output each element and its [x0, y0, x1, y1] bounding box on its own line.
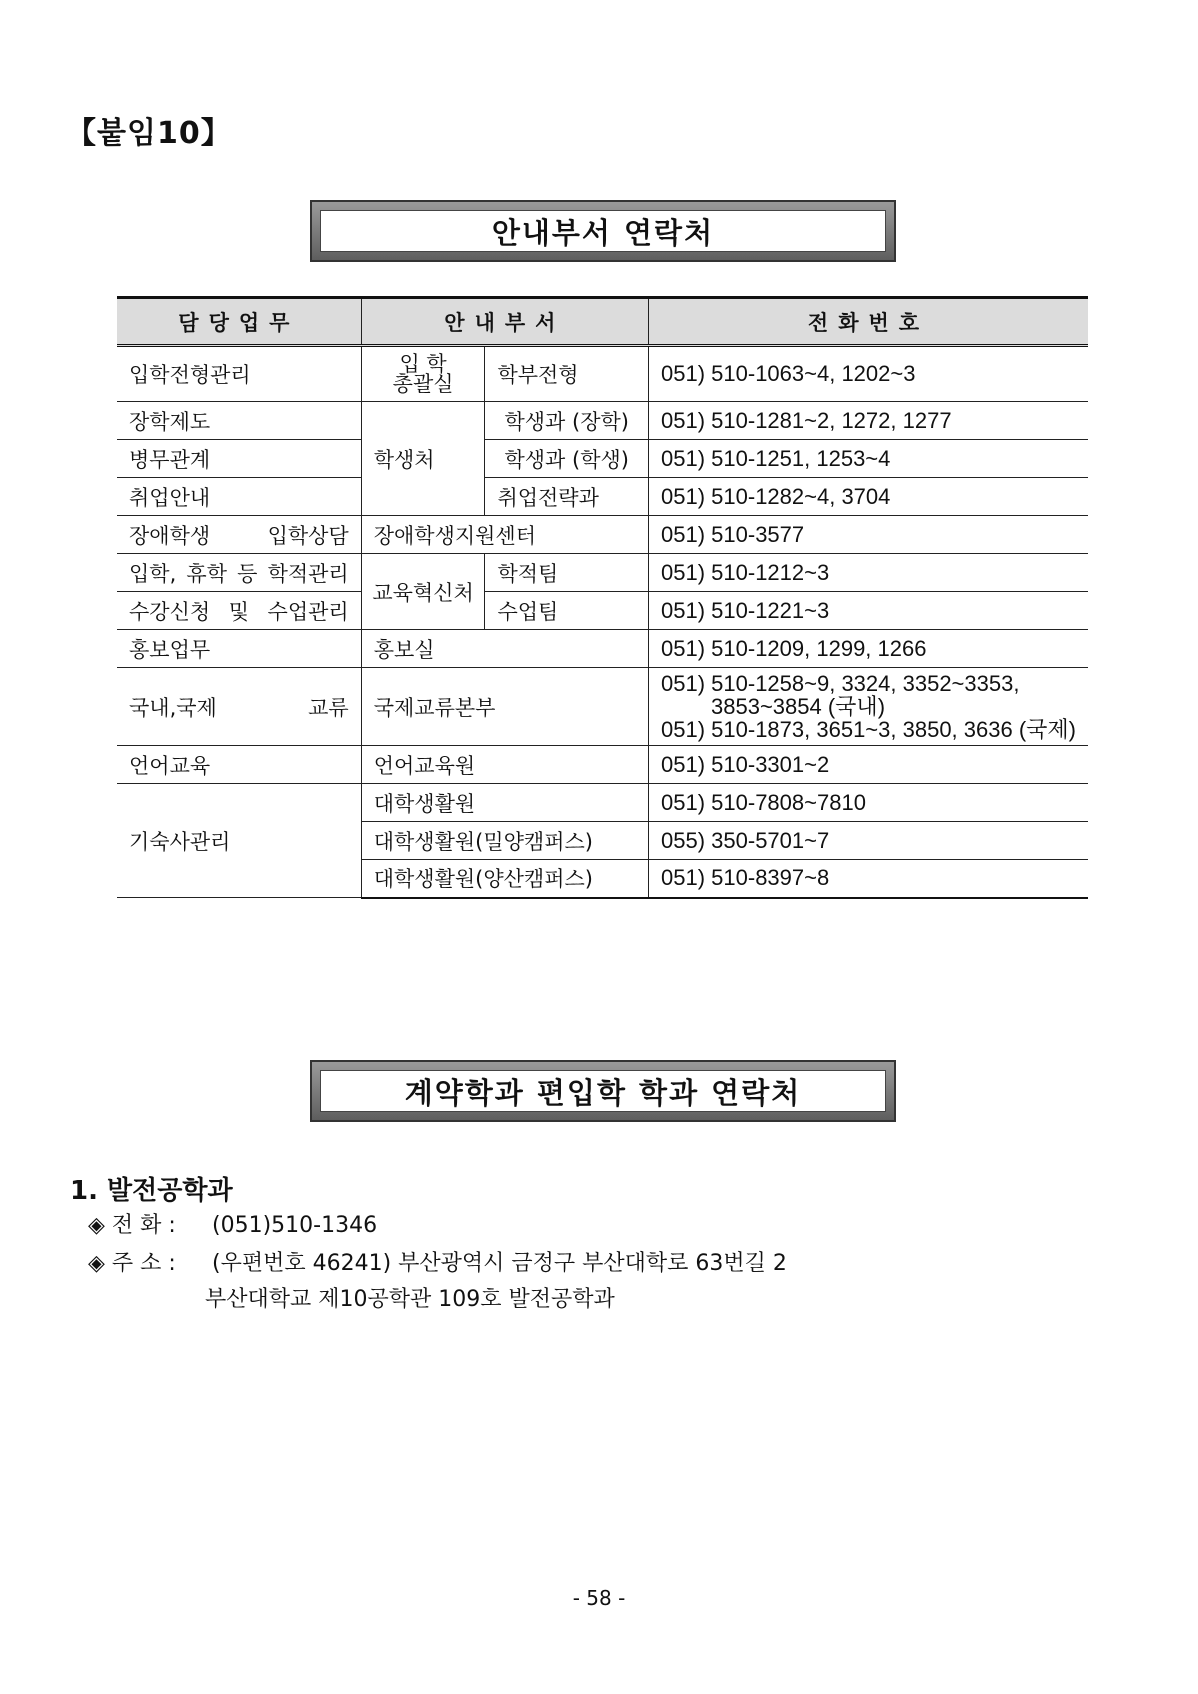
table-row — [117, 440, 1088, 478]
phone-line: 3853~3854 (국내) — [711, 694, 886, 719]
phone-cell: 051) 510-1281~2, 1272, 1277 — [649, 402, 1088, 440]
task-cell: 국내,국제 교류 — [117, 668, 361, 746]
phone-cell: 051) 510-1282~4, 3704 — [649, 478, 1088, 516]
dept-main-cell: 교육혁신처 — [361, 554, 485, 630]
page-number: - 58 - — [572, 1586, 626, 1610]
dept-sub-cell: 학적팀 — [485, 554, 649, 592]
table-row — [117, 784, 1088, 822]
department-phone: (051)510-1346 — [212, 1213, 378, 1238]
dept-cell: 언어교육원 — [361, 746, 648, 784]
attachment-label: 【붙임10】 — [66, 116, 232, 151]
task-cell: 수강신청 및 수업관리 — [117, 592, 361, 630]
dept-cell: 국제교류본부 — [361, 668, 648, 746]
header-phone: 전화번호 — [649, 298, 1088, 346]
dept-cell: 대학생활원 — [361, 784, 648, 822]
dept-cell: 장애학생지원센터 — [361, 516, 648, 554]
table-row — [117, 630, 1088, 668]
dept-cell: 대학생활원(양산캠퍼스) — [361, 860, 648, 898]
table-row — [117, 402, 1088, 440]
table-row — [117, 516, 1088, 554]
dept-sub-cell: 학생과 (장학) — [485, 402, 649, 440]
department-phone-line — [88, 1208, 377, 1239]
dept-cell: 대학생활원(밀양캠퍼스) — [361, 822, 648, 860]
header-dept: 안내부서 — [361, 298, 648, 346]
phone-cell: 051) 510-1212~3 — [649, 554, 1088, 592]
table-row — [117, 346, 1088, 402]
phone-cell: 051) 510-1063~4, 1202~3 — [649, 346, 1088, 402]
phone-cell: 051) 510-1209, 1299, 1266 — [649, 630, 1088, 668]
task-cell: 병무관계 — [117, 440, 361, 478]
section1-title: 안내부서 연락처 — [320, 210, 886, 252]
table-row — [117, 478, 1088, 516]
department-address-line1: (우편번호 46241) 부산광역시 금정구 부산대학로 63번길 2 — [212, 1251, 787, 1276]
header-task: 담당업무 — [117, 298, 361, 346]
task-cell: 언어교육 — [117, 746, 361, 784]
contacts-table — [117, 296, 1088, 899]
table-row — [117, 746, 1088, 784]
phone-cell: 051) 510-3577 — [649, 516, 1088, 554]
dept-main-cell: 학생처 — [361, 402, 485, 516]
section2-title-box — [310, 1060, 896, 1122]
table-row — [117, 554, 1088, 592]
phone-cell: 051) 510-8397~8 — [649, 860, 1088, 898]
dept-cell: 홍보실 — [361, 630, 648, 668]
phone-cell — [649, 668, 1088, 746]
phone-cell: 055) 350-5701~7 — [649, 822, 1088, 860]
task-cell: 취업안내 — [117, 478, 361, 516]
phone-line: 051) 510-1873, 3651~3, 3850, 3636 (국제) — [661, 717, 1076, 742]
table-row — [117, 668, 1088, 746]
dept-sub-cell: 학생과 (학생) — [485, 440, 649, 478]
address-label: ◈ 주 소 : — [88, 1251, 176, 1276]
phone-cell: 051) 510-3301~2 — [649, 746, 1088, 784]
department-address-line — [88, 1246, 787, 1277]
dept-sub-cell: 취업전략과 — [485, 478, 649, 516]
task-cell: 입학, 휴학 등 학적관리 — [117, 554, 361, 592]
task-cell: 장학제도 — [117, 402, 361, 440]
table-row — [117, 592, 1088, 630]
task-cell: 입학전형관리 — [117, 346, 361, 402]
task-cell: 장애학생 입학상담 — [117, 516, 361, 554]
department-heading: 1. 발전공학과 — [70, 1176, 233, 1206]
table-header-row — [117, 298, 1088, 346]
section2-title: 계약학과 편입학 학과 연락처 — [320, 1070, 886, 1112]
dept-sub-cell: 학부전형 — [485, 346, 649, 402]
dept-sub-cell: 수업팀 — [485, 592, 649, 630]
task-cell: 홍보업무 — [117, 630, 361, 668]
phone-cell: 051) 510-7808~7810 — [649, 784, 1088, 822]
task-cell: 기숙사관리 — [117, 784, 361, 898]
phone-line: 051) 510-1258~9, 3324, 3352~3353, — [661, 671, 1020, 696]
phone-label: ◈ 전 화 : — [88, 1213, 176, 1238]
dept-main-cell: 입 학 총괄실 — [361, 346, 485, 402]
department-address-line2: 부산대학교 제10공학관 109호 발전공학과 — [205, 1287, 615, 1312]
phone-cell: 051) 510-1251, 1253~4 — [649, 440, 1088, 478]
section1-title-box — [310, 200, 896, 262]
phone-cell: 051) 510-1221~3 — [649, 592, 1088, 630]
